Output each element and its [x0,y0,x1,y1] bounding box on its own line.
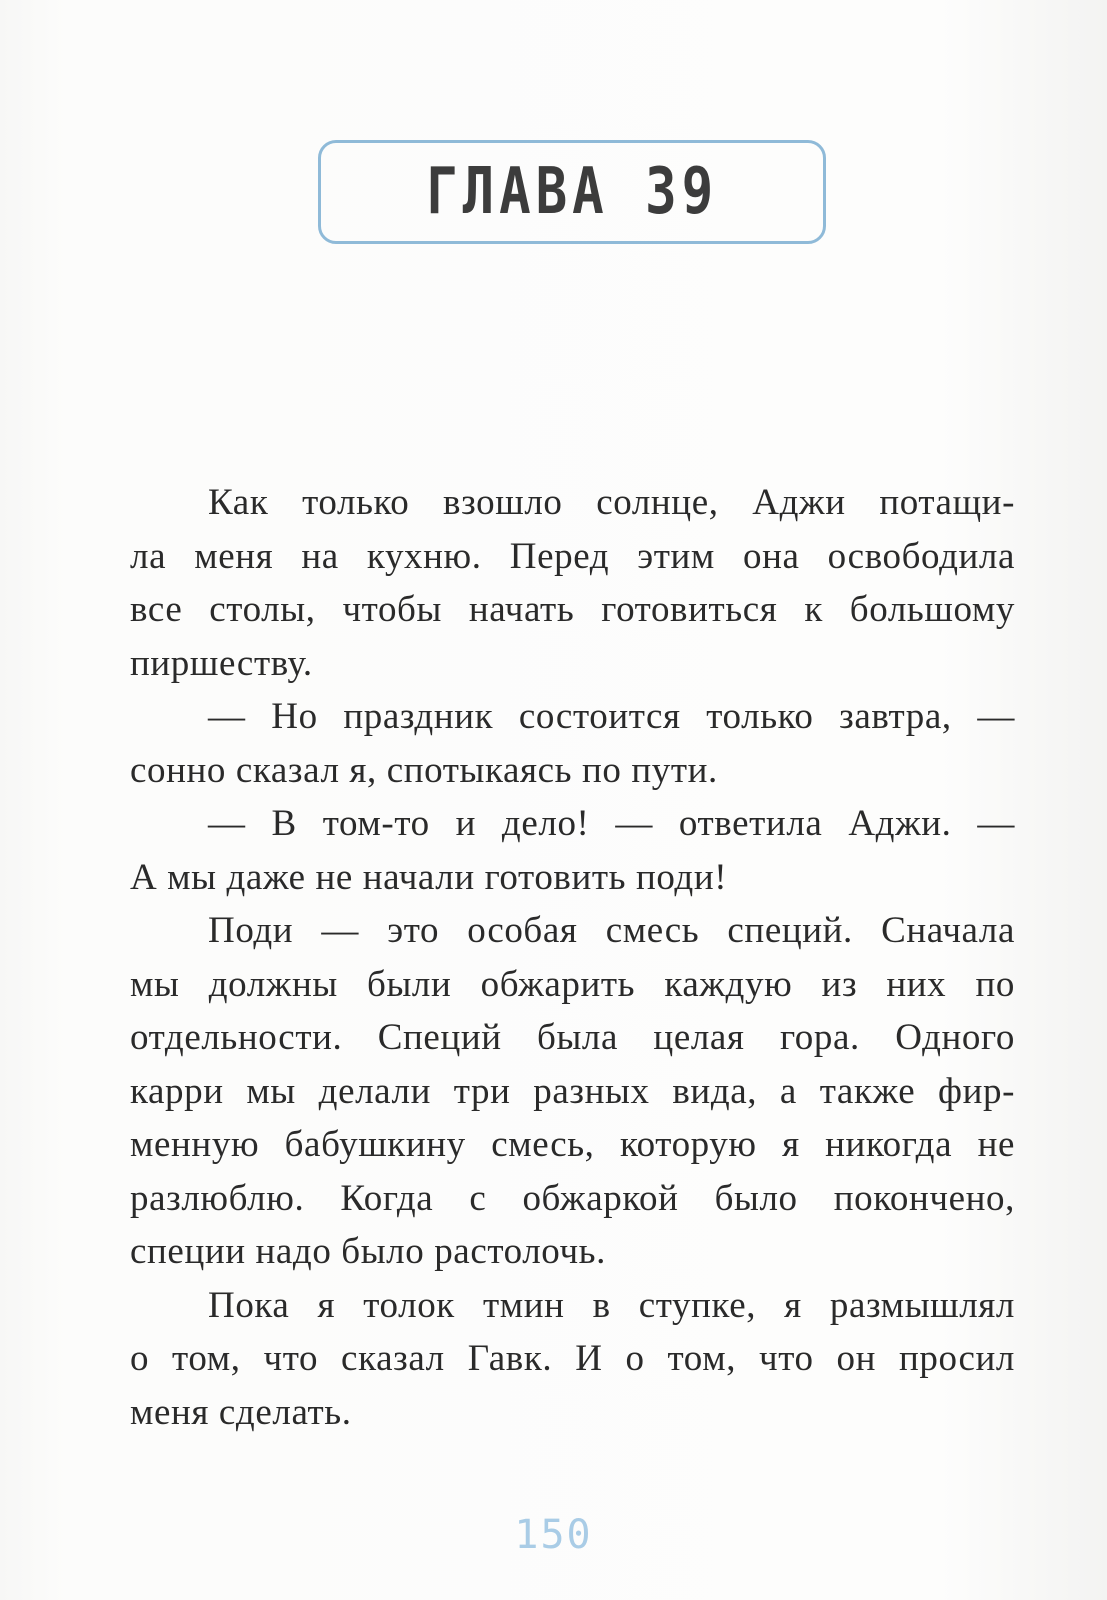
text-line: все столы, чтобы начать готовиться к большому [130,589,1015,630]
text-line: ла меня на кухню. Перед этим она освободила [130,535,1015,577]
text-line: — В том-то и дело! — ответила Аджи. — [208,803,1015,844]
text-line: Пока я толок тмин в ступке, я размышлял [208,1284,1015,1326]
text-line: разлюблю. Когда с обжаркой было покончено, [130,1177,1015,1219]
text-line: Как только взошло солнце, Аджи потащи- [208,482,1015,523]
text-line: специи надо было растолочь. [130,1231,606,1272]
text-line: А мы даже не начали готовить поди! [130,856,728,898]
text-line: мы должны были обжарить каждую из них по [130,963,1015,1005]
text-line: отдельности. Специй была целая гора. Одного [130,1017,1015,1058]
page-number: 150 [514,1512,593,1558]
text-line: сонно сказал я, спотыкаясь по пути. [130,749,718,791]
text-line: — Но праздник состоится только завтра, — [208,696,1015,737]
text-line: пиршеству. [130,642,313,684]
text-line: о том, что сказал Гавк. И о том, что он просил [130,1338,1015,1379]
text-line: меня сделать. [130,1391,352,1433]
body-text [130,476,1015,1439]
text-line: карри мы делали три разных вида, а также фир- [130,1070,1015,1112]
text-line: менную бабушкину смесь, которую я никогда не [130,1124,1015,1165]
chapter-heading-box [318,140,826,244]
text-line: Поди — это особая смесь специй. Сначала [208,910,1015,951]
chapter-title: ГЛАВА 39 [425,155,719,229]
